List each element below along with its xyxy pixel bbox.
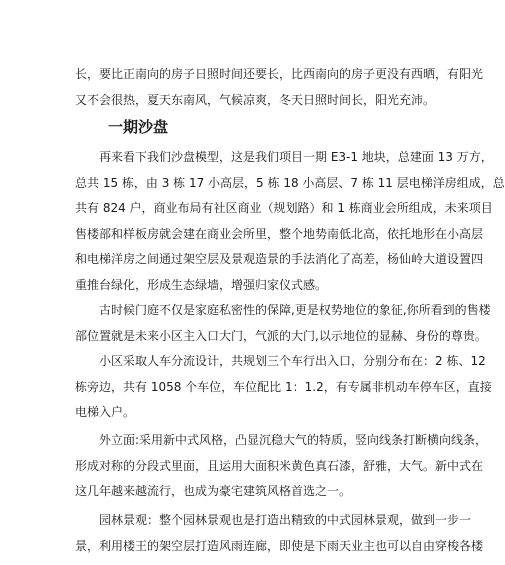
text-line: 外立面:采用新中式风格，凸显沉稳大气的特质，竖向线条打断横向线条，	[99, 433, 488, 447]
section-heading: 一期沙盘	[108, 118, 169, 136]
text-line: 售楼部和样板房就会建在商业会所里，整个地势南低北高，依托地形在小高层	[75, 226, 484, 241]
text-line: 又不会很热，夏天东南风，气候凉爽，冬天日照时间长，阳光充沛。	[75, 92, 436, 107]
text-line: 共有 824 户，商业布局有社区商业（规划路）和 1 栋商业会所组成，未来项目	[75, 201, 493, 215]
paragraph-landscape	[75, 508, 484, 559]
paragraph-gate	[75, 298, 491, 349]
paragraph-facade	[75, 428, 488, 505]
text-line: 再来看下我们沙盘模型，这是我们项目一期 E3-1 地块，总建面 13 万方，	[99, 150, 493, 164]
paragraph-sandtable	[75, 145, 505, 298]
text-line: 古时候门庭不仅是家庭私密性的保障,更是权势地位的象征,你所看到的售楼	[99, 303, 491, 317]
paragraph-parking	[75, 349, 492, 426]
text-line: 栋旁边，共有 1058 个车位，车位配比 1：1.2，有专属非机动车停车区，直接	[75, 379, 492, 394]
text-line: 总共 15 栋，由 3 栋 17 小高层，5 栋 18 小高层、7 栋 11 层电梯洋房组成，总	[75, 175, 505, 190]
text-line: 小区采取人车分流设计，共规划三个车行出入口，分别分布在：2 栋、12	[99, 354, 486, 368]
text-line: 重推台绿化，形成生态绿墙，增强归家仪式感。	[75, 277, 328, 292]
text-line: 长，要比正南向的房子日照时间还要长，比西南向的房子更没有西晒，有阳光	[75, 67, 484, 81]
text-line: 形成对称的分段式里面，且运用大面积米黄色真石漆，舒雅，大气。新中式在	[75, 458, 484, 473]
intro-paragraph	[75, 62, 484, 113]
text-line: 园林景观：整个园林景观也是打造出精致的中式园林景观，做到一步一	[99, 513, 472, 527]
text-line: 和电梯洋房之间通过架空层及景观造景的手法消化了高差，杨仙岭大道设置四	[75, 252, 484, 266]
text-line: 电梯入户。	[75, 405, 136, 419]
text-line: 景，利用楼王的架空层打造风雨连廊，即使是下雨天业主也可以自由穿梭各楼	[75, 538, 484, 553]
text-line: 这几年越来越流行，也成为豪宅建筑风格首选之一。	[75, 484, 352, 498]
text-line: 部位置就是未来小区主入口大门，气派的大门,以示地位的显赫、身份的尊贵。	[75, 328, 487, 343]
